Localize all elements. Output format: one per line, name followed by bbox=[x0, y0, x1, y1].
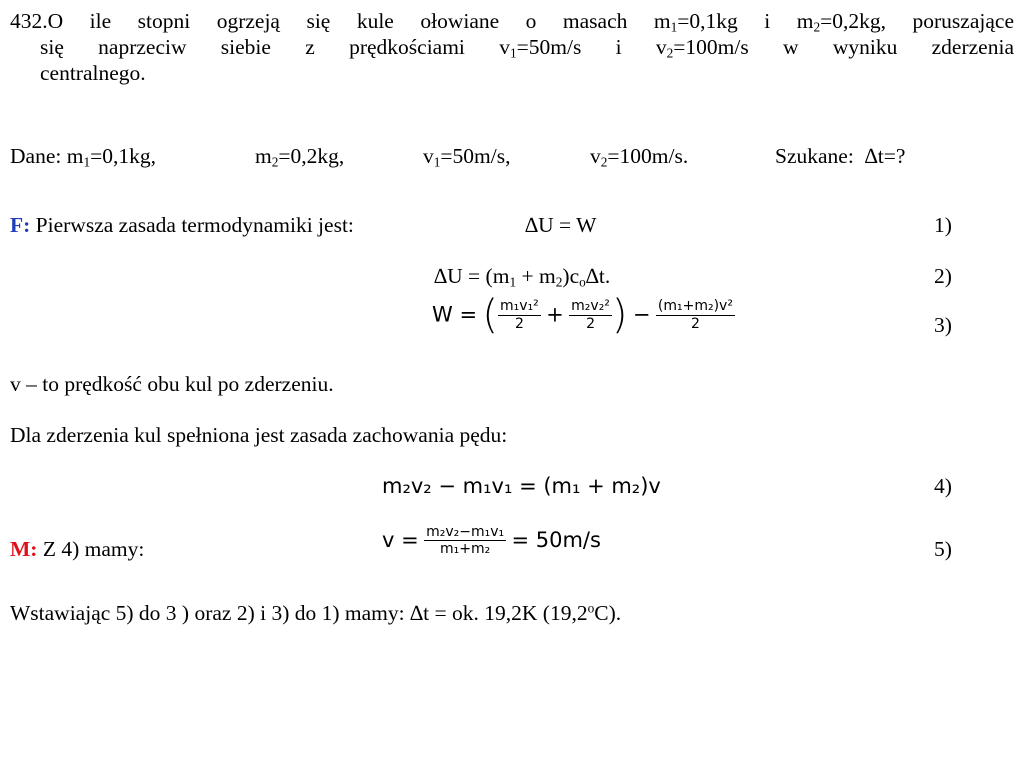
physics-label: F: bbox=[10, 213, 31, 237]
given-m2 bbox=[255, 144, 344, 170]
eq2-sub-3: o bbox=[579, 274, 586, 290]
method-text: Z 4) mamy: bbox=[42, 537, 145, 561]
equation-4: m₂v₂ − m₁v₁ = (m₁ + m₂)v bbox=[382, 474, 661, 498]
equation-3 bbox=[432, 292, 735, 338]
given-m1: m bbox=[66, 144, 84, 168]
eq3-open-paren: ( bbox=[482, 292, 499, 338]
eq3-f2-numerator: m₂v₂² bbox=[571, 298, 610, 315]
given-v1-value: =50m/s, bbox=[440, 144, 511, 168]
given-m2-sub: 2 bbox=[271, 154, 279, 170]
eq3-fraction-3 bbox=[656, 298, 735, 331]
sought-value: ∆t=? bbox=[864, 144, 906, 168]
equation-2 bbox=[434, 264, 610, 290]
problem-text-c: =50m/s i v bbox=[516, 34, 667, 59]
equation-4-number: 4) bbox=[934, 474, 952, 498]
eq2-part-d: ∆t. bbox=[585, 264, 611, 288]
eq3-close-paren: ) bbox=[611, 292, 628, 338]
eq3-f1-numerator: m₁v₁² bbox=[500, 298, 539, 315]
problem-line-1 bbox=[10, 9, 1014, 35]
problem-m1: m bbox=[653, 9, 671, 33]
sought-label: Szukane: bbox=[775, 144, 854, 168]
problem-m1-sub: 1 bbox=[670, 19, 678, 35]
conclusion-degree: o bbox=[587, 600, 595, 616]
method-label: M: bbox=[10, 537, 38, 561]
problem-v2-sub: 2 bbox=[666, 45, 674, 61]
problem-m1-value: =0,1kg i bbox=[677, 9, 797, 33]
eq3-fraction-2 bbox=[569, 298, 612, 331]
equation-1: ∆U = W bbox=[525, 213, 597, 237]
given-v2 bbox=[590, 144, 688, 170]
problem-m2: m bbox=[796, 9, 814, 33]
problem-text-d: =100m/s w wyniku zderzenia bbox=[673, 34, 1014, 59]
given-line bbox=[10, 144, 156, 170]
given-m2-symbol: m bbox=[255, 144, 272, 168]
eq3-lhs: W = bbox=[432, 302, 478, 327]
eq5-rhs: = 50m/s bbox=[511, 528, 601, 552]
eq3-minus: − bbox=[632, 302, 651, 327]
conclusion-end: C). bbox=[594, 601, 622, 625]
v-definition: v – to prędkość obu kul po zderzeniu. bbox=[10, 372, 334, 396]
eq3-fraction-1 bbox=[498, 298, 541, 331]
eq5-denominator: m₁+m₂ bbox=[439, 541, 491, 558]
eq2-sub-2: 2 bbox=[555, 274, 563, 290]
physics-intro bbox=[10, 213, 354, 239]
equation-1-number: 1) bbox=[934, 213, 952, 237]
problem-text-a: 432.O ile stopni ogrzeją się kule ołowiane o masach bbox=[10, 9, 628, 33]
physics-text: Pierwsza zasada termodynamiki jest: bbox=[35, 213, 354, 237]
eq3-plus: + bbox=[546, 302, 564, 327]
eq5-numerator: m₂v₂−m₁v₁ bbox=[426, 524, 505, 540]
problem-v1-sub: 1 bbox=[509, 45, 517, 61]
given-label: Dane: bbox=[10, 144, 62, 168]
method-intro bbox=[10, 537, 144, 563]
problem-line-3: centralnego. bbox=[40, 60, 146, 85]
given-v2-symbol: v bbox=[590, 144, 601, 168]
sought bbox=[775, 144, 905, 170]
momentum-text: Dla zderzenia kul spełniona jest zasada zachowania pędu: bbox=[10, 423, 508, 447]
eq5-lhs: v = bbox=[382, 528, 419, 552]
given-v1 bbox=[423, 144, 511, 170]
given-v2-value: =100m/s. bbox=[607, 144, 689, 168]
eq3-f2-denominator: 2 bbox=[586, 315, 595, 332]
eq2-part-c: )c bbox=[562, 264, 580, 288]
given-m1-sub: 1 bbox=[83, 154, 91, 170]
given-v2-sub: 2 bbox=[600, 154, 608, 170]
problem-text-b: się naprzeciw siebie z prędkościami v bbox=[40, 34, 510, 59]
eq3-f3-numerator: (m₁+m₂)v² bbox=[657, 298, 733, 315]
eq5-fraction bbox=[424, 524, 506, 557]
equation-3-number: 3) bbox=[934, 313, 952, 337]
eq2-part-b: + m bbox=[516, 264, 556, 288]
given-m2-value: =0,2kg, bbox=[278, 144, 345, 168]
equation-2-number: 2) bbox=[934, 264, 952, 288]
eq2-part-a: ∆U = (m bbox=[434, 264, 510, 288]
eq3-f3-denominator: 2 bbox=[690, 315, 700, 332]
eq3-f1-denominator: 2 bbox=[514, 315, 524, 332]
problem-line-2 bbox=[10, 35, 1014, 61]
equation-5-number: 5) bbox=[934, 537, 952, 561]
given-v1-sub: 1 bbox=[433, 154, 441, 170]
problem-m2-sub: 2 bbox=[813, 19, 821, 35]
equation-5 bbox=[382, 524, 601, 557]
conclusion bbox=[10, 601, 621, 627]
given-m1-value: =0,1kg, bbox=[90, 144, 157, 168]
conclusion-text: Wstawiając 5) do 3 ) oraz 2) i 3) do 1) mamy: ∆t = ok. 19,2K (19,2 bbox=[10, 601, 588, 625]
problem-statement bbox=[10, 9, 1014, 86]
eq2-sub-1: 1 bbox=[509, 274, 517, 290]
problem-m2-value: =0,2kg, poruszające bbox=[820, 9, 1014, 33]
given-v1-symbol: v bbox=[423, 144, 434, 168]
